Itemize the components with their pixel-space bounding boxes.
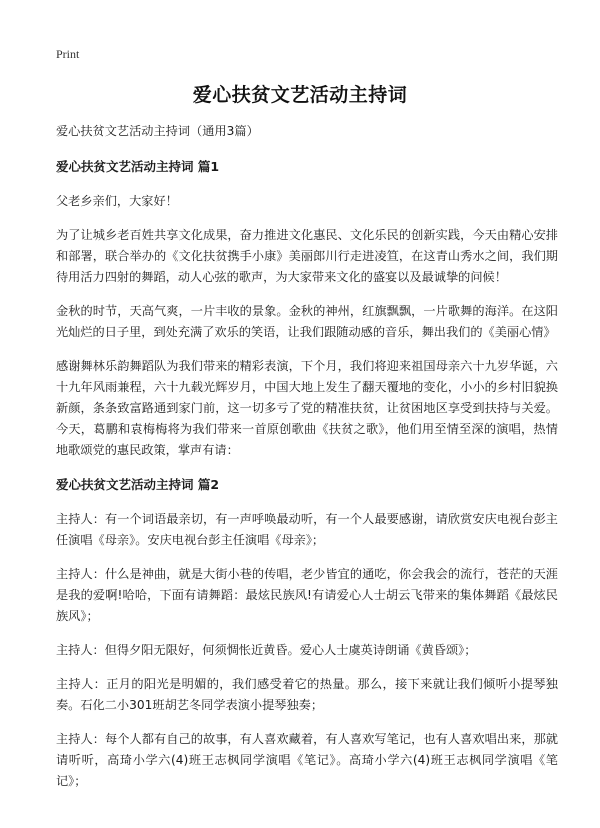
paragraph: 金秋的时节，天高气爽，一片丰收的景象。金秋的神州，红旗飘飘，一片歌舞的海洋。在这阳光灿烂的日子里，到处充满了欢乐的笑语，让我们跟随动感的音乐，舞出我们的《美丽心情》 — [56, 304, 558, 339]
document-subtitle: 爱心扶贫文艺活动主持词（通用3篇） — [56, 124, 259, 138]
paragraph: 主持人：正月的阳光是明媚的，我们感受着它的热量。那么，接下来就让我们倾听小提琴独奏。石化二小301班胡艺冬同学表演小提琴独奏； — [56, 677, 558, 712]
document-title: 爱心扶贫文艺活动主持词 — [192, 84, 408, 106]
document-body — [56, 121, 558, 805]
paragraph: 主持人：有一个词语最亲切，有一声呼唤最动听，有一个人最要感谢，请欣赏安庆电视台彭主任演唱《母亲》。安庆电视台彭主任演唱《母亲》； — [56, 512, 558, 547]
paragraph: 主持人：什么是神曲，就是大街小巷的传唱，老少皆宜的通吃，你会我会的流行，苍茫的天涯是我的爱啊!哈哈，下面有请舞蹈：最炫民族风!有请爱心人士胡云飞带来的集体舞蹈《最炫民族风》； — [56, 567, 558, 623]
section-heading-2: 爱心扶贫文艺活动主持词 篇2 — [56, 477, 220, 492]
print-label: Print — [56, 47, 80, 61]
paragraph: 为了让城乡老百姓共享文化成果，奋力推进文化惠民、文化乐民的创新实践，今天由精心安排和部署，联合举办的《文化扶贫携手小康》美丽郎川行走进凌笪，在这青山秀水之间，我们期待用活力四射的舞蹈，动人心弦的歌声，为大家带来文化的盛宴以及最诚挚的问候！ — [56, 228, 558, 284]
paragraph: 父老乡亲们，大家好！ — [56, 194, 178, 208]
paragraph: 主持人：每个人都有自己的故事，有人喜欢藏着，有人喜欢写笔记，也有人喜欢唱出来，那就请听听，高琦小学六(4)班王志枫同学演唱《笔记》。高琦小学六(4)班王志枫同学演唱《笔记》； — [56, 732, 558, 788]
section-heading-1: 爱心扶贫文艺活动主持词 篇1 — [56, 159, 220, 174]
paragraph: 主持人：但得夕阳无限好，何须惆怅近黄昏。爱心人士虞英诗朗诵《黄昏颂》； — [56, 643, 477, 657]
paragraph: 感谢舞林乐韵舞蹈队为我们带来的精彩表演，下个月，我们将迎来祖国母亲六十九岁华诞，六十九年风雨兼程，六十九载光辉岁月，中国大地上发生了翻天覆地的变化，小小的乡村旧貌换新颜，条条致富路通到家门前，这一切多亏了党的精准扶贫，让贫困地区享受到扶持与关爱。今天，葛鹏和袁梅梅将为我们带来一首原创歌曲《扶贫之歌》，他们用至情至深的演唱，热情地歌颂党的惠民政策，掌声有请： — [56, 359, 558, 457]
